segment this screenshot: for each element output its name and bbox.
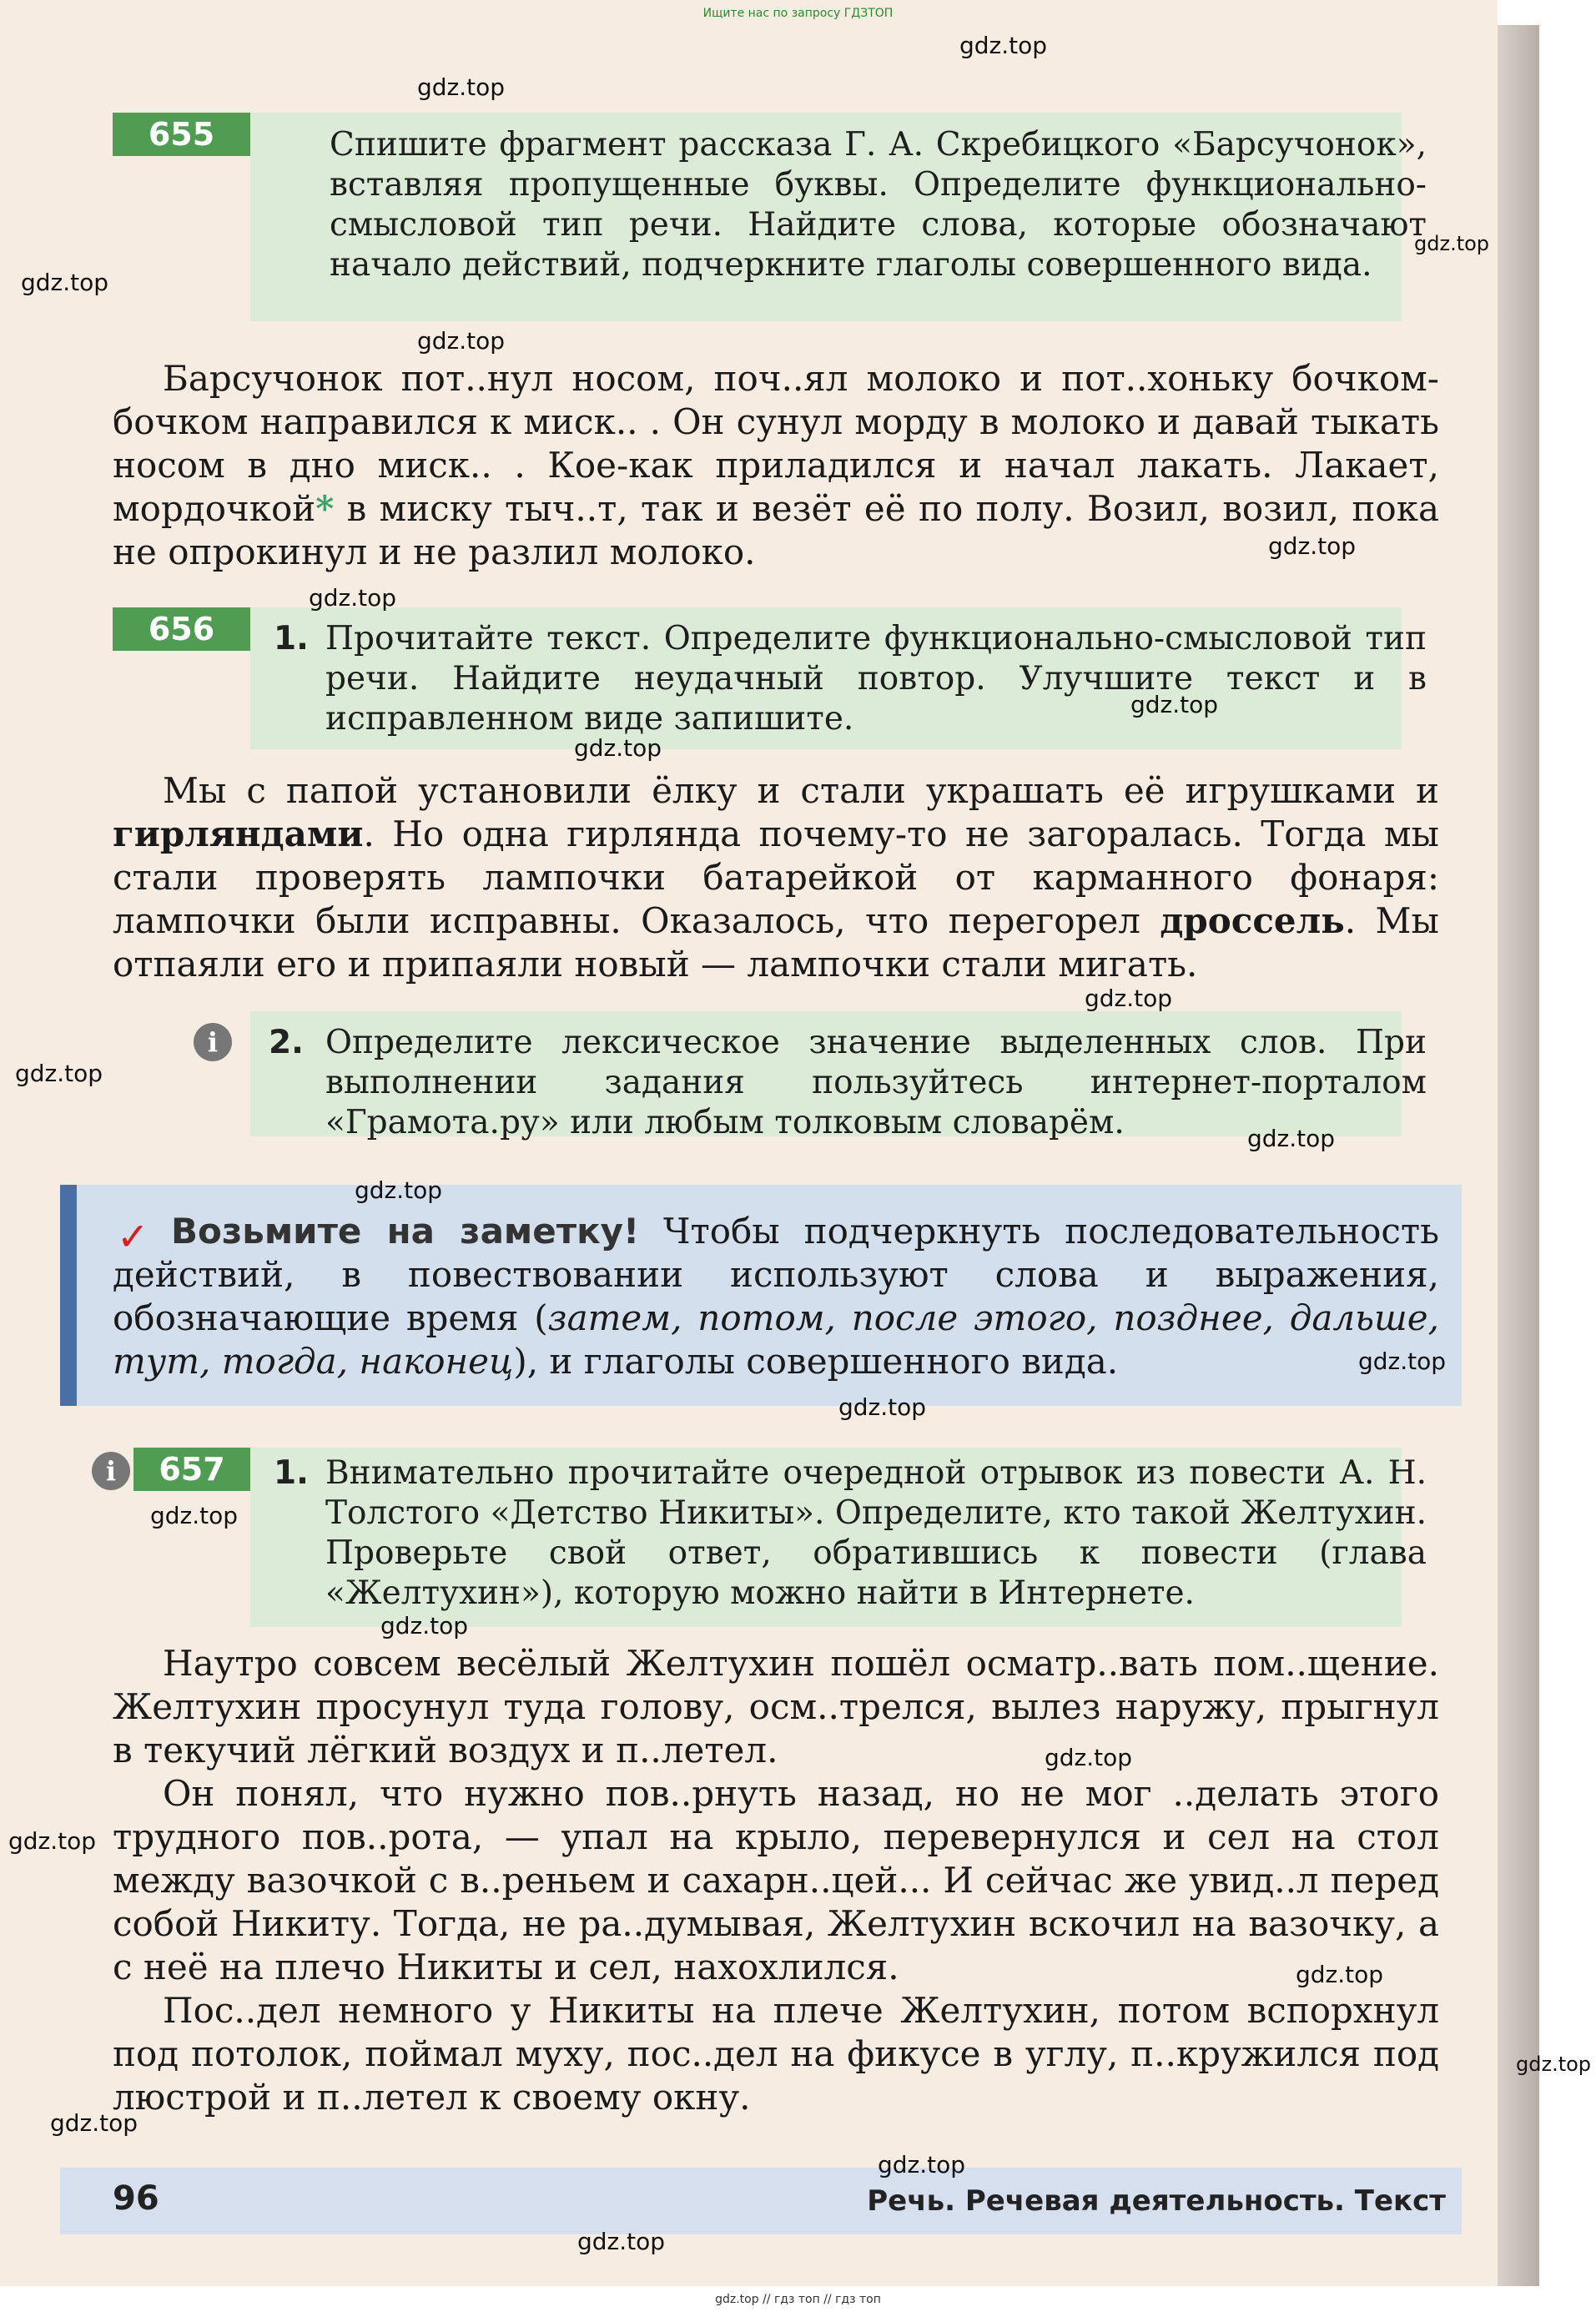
watermark: gdz.top <box>355 1176 443 1204</box>
note-italic-words: затем, потом, после этого, позднее, дальше, тут, тогда, наконец <box>113 1297 1439 1382</box>
note-accent-bar <box>60 1185 77 1406</box>
section-title: Речь. Речевая деятельность. Текст <box>867 2184 1446 2218</box>
watermark: gdz.top <box>380 1612 469 1640</box>
watermark: gdz.top <box>15 1060 103 1087</box>
task-656-badge: 656 <box>113 607 250 651</box>
task-657-text <box>113 1642 1439 2119</box>
text-656-c: . Мы отпаяли его и припаяли новый — лампочки стали мигать. <box>113 900 1439 985</box>
watermark: gdz.top <box>309 584 397 612</box>
task-656-q1-number: 1. <box>274 620 309 657</box>
watermark: gdz.top <box>1085 985 1173 1012</box>
watermark: gdz.top <box>50 2109 138 2137</box>
note-text-1: Чтобы подчеркнуть последовательность действий, в повествовании используют слова и выражения, обозначающие время ( <box>113 1211 1439 1338</box>
watermark: gdz.top <box>838 1393 927 1421</box>
footer-note: gdz.top // гдз топ // гдз топ <box>715 2293 881 2306</box>
task-656-q1: Прочитайте текст. Определите функционально-смысловой тип речи. Найдите неудачный повтор. Улучшите текст и в исправленном виде запишите. <box>325 620 1427 738</box>
page-spine <box>1498 25 1539 2286</box>
footnote-star: * <box>315 488 335 529</box>
watermark: gdz.top <box>1296 1961 1384 1988</box>
text-655-part2: в миску тыч..т, так и везёт её по полу. Возил, возил, пока не опрокинул и не разлил молоко. <box>113 488 1439 572</box>
task-657-q1: Внимательно прочитайте очередной отрывок из повести А. Н. Толстого «Детство Никиты». Определите, кто такой Желтухин. Проверьте свой ответ, обратившись к повести (глава «Желтухин»), которую можно найти в Интернете. <box>325 1454 1427 1612</box>
watermark: gdz.top <box>1247 1125 1336 1152</box>
watermark: gdz.top <box>1414 232 1490 255</box>
watermark: gdz.top <box>878 2151 966 2179</box>
highlighted-word-2: дроссель <box>1160 900 1345 941</box>
task-656-text <box>113 769 1439 986</box>
paragraph-1: Наутро совсем весёлый Желтухин пошёл осматр..вать пом..щение. Желтухин просунул туда голову, осм..трелся, вылез наружу, прыгнул в текучий лёгкий воздух и п..летел. <box>113 1643 1439 1771</box>
task-656-q2: Определите лексическое значение выделенных слов. При выполнении задания пользуйтесь интернет-порталом «Грамота.ру» или любым толковым словарём. <box>325 1024 1427 1141</box>
text-655-part1: Барсучонок пот..нул носом, поч..ял молоко и пот..хоньку бочком-бочком направился к миск.. . Он сунул морду в молоко и давай тыкать носом в дно миск.. . Кое-как приладился и начал лакать. Лакает, мордочкой <box>113 358 1439 529</box>
watermark: gdz.top <box>417 327 506 355</box>
note-heading: Возьмите на заметку! <box>171 1211 640 1252</box>
watermark: gdz.top <box>1268 532 1357 560</box>
watermark: gdz.top <box>8 1827 97 1855</box>
text-656-b: . Но одна гирлянда почему-то не загоралась. Тогда мы стали проверять лампочки батарейкой от карманного фонаря: лампочки были исправны. Оказалось, что перегорел <box>113 813 1439 941</box>
watermark: gdz.top <box>1358 1347 1447 1375</box>
paragraph-2: Он понял, что нужно пов..рнуть назад, но не мог ..делать этого трудного пов..рота, — упал на крыло, перевернулся и сел на стол между вазочкой с в..реньем и сахарн..цей... И сейчас же увид..л перед собой Никиту. Тогда, не ра..думывая, Желтухин вскочил на вазочку, а с неё на плечо Никиты и сел, нахохлился. <box>113 1773 1439 1987</box>
watermark: gdz.top <box>959 32 1048 59</box>
watermark: gdz.top <box>577 2228 666 2255</box>
note-text <box>113 1210 1439 1383</box>
task-657-q1-number: 1. <box>274 1454 309 1492</box>
info-icon: i <box>194 1023 232 1061</box>
watermark: gdz.top <box>150 1502 239 1529</box>
watermark: gdz.top <box>21 269 109 296</box>
watermark: gdz.top <box>417 73 506 101</box>
header-note: Ищите нас по запросу ГДЗТОП <box>702 7 894 20</box>
info-icon: i <box>92 1452 130 1490</box>
paragraph-3: Пос..дел немного у Никиты на плече Желтухин, потом вспорхнул под потолок, поймал муху, пос..дел на фикусе в углу, п..кружился под люстрой и п..летел к своему окну. <box>113 1990 1439 2118</box>
task-657-badge: 657 <box>133 1448 250 1491</box>
page-number: 96 <box>113 2179 159 2218</box>
watermark: gdz.top <box>1130 691 1219 718</box>
task-655-text <box>113 357 1439 574</box>
task-655-badge: 655 <box>113 113 250 156</box>
task-655-instruction: Спишите фрагмент рассказа Г. А. Скребицкого «Барсучонок», вставляя пропущенные буквы. Определите функционально-смысловой тип речи. Найдите слова, которые обозначают начало действий, подчеркните глаголы совершенного вида. <box>330 126 1427 284</box>
text-656-a: Мы с папой установили ёлку и стали украшать её игрушками и <box>163 770 1439 811</box>
task-656-q2-number: 2. <box>269 1024 304 1061</box>
watermark: gdz.top <box>1045 1744 1133 1771</box>
highlighted-word-1: гирляндами <box>113 813 364 854</box>
watermark: gdz.top <box>574 734 662 762</box>
checkmark-icon: ✓ <box>117 1214 149 1259</box>
note-text-2: ), и глаголы совершенного вида. <box>513 1341 1119 1382</box>
watermark: gdz.top <box>1516 2053 1592 2076</box>
